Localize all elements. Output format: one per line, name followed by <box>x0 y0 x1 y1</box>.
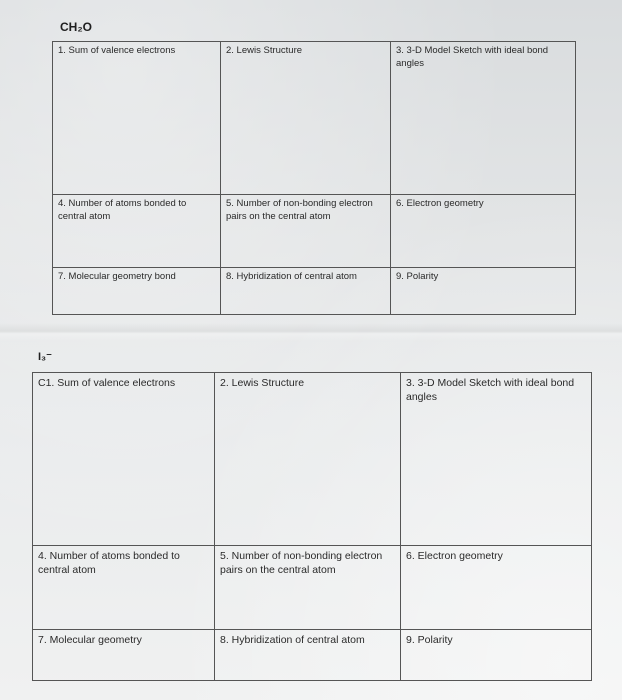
ws1-cell-molecular-geometry: 7. Molecular geometry bond <box>53 268 221 314</box>
ws1-cell-atoms-bonded: 4. Number of atoms bonded to central atom <box>53 195 221 268</box>
ws1-cell-polarity: 9. Polarity <box>396 271 439 282</box>
worksheet1-table <box>52 41 576 315</box>
ws1-cell-3d-model: 3. 3-D Model Sketch with ideal bond angles <box>391 42 575 195</box>
ws2-cell-nonbonding-pairs: 5. Number of non-bonding electron pairs on the central atom <box>215 546 401 630</box>
ws2-cell-electron-geometry: 6. Electron geometry <box>401 546 591 630</box>
ws2-cell-atoms-bonded: 4. Number of atoms bonded to central atom <box>33 546 215 630</box>
ws2-cell-3d-model: 3. 3-D Model Sketch with ideal bond angles <box>401 373 591 546</box>
ws2-cell-valence-electrons: C1. Sum of valence electrons <box>33 373 215 546</box>
ws1-cell-hybridization: 8. Hybridization of central atom <box>221 268 391 314</box>
ws2-cell-lewis-structure: 2. Lewis Structure <box>215 373 401 546</box>
ws1-cell-nonbonding-pairs: 5. Number of non-bonding electron pairs on the central atom <box>221 195 391 268</box>
ws2-cell-hybridization: 8. Hybridization of central atom <box>215 630 401 680</box>
worksheet2-table <box>32 372 592 681</box>
worksheet1-title: CH₂O <box>60 20 92 34</box>
ws1-cell-lewis-structure: 2. Lewis Structure <box>221 42 391 195</box>
ws2-cell-polarity: 9. Polarity <box>406 634 453 646</box>
ws2-cell-molecular-geometry: 7. Molecular geometry <box>33 630 215 680</box>
ws1-cell-valence-electrons: 1. Sum of valence electrons <box>53 42 221 195</box>
ws1-cell-electron-geometry: 6. Electron geometry <box>391 195 575 268</box>
worksheet2-title: I₃⁻ <box>38 351 52 363</box>
paper-crease <box>0 323 622 341</box>
